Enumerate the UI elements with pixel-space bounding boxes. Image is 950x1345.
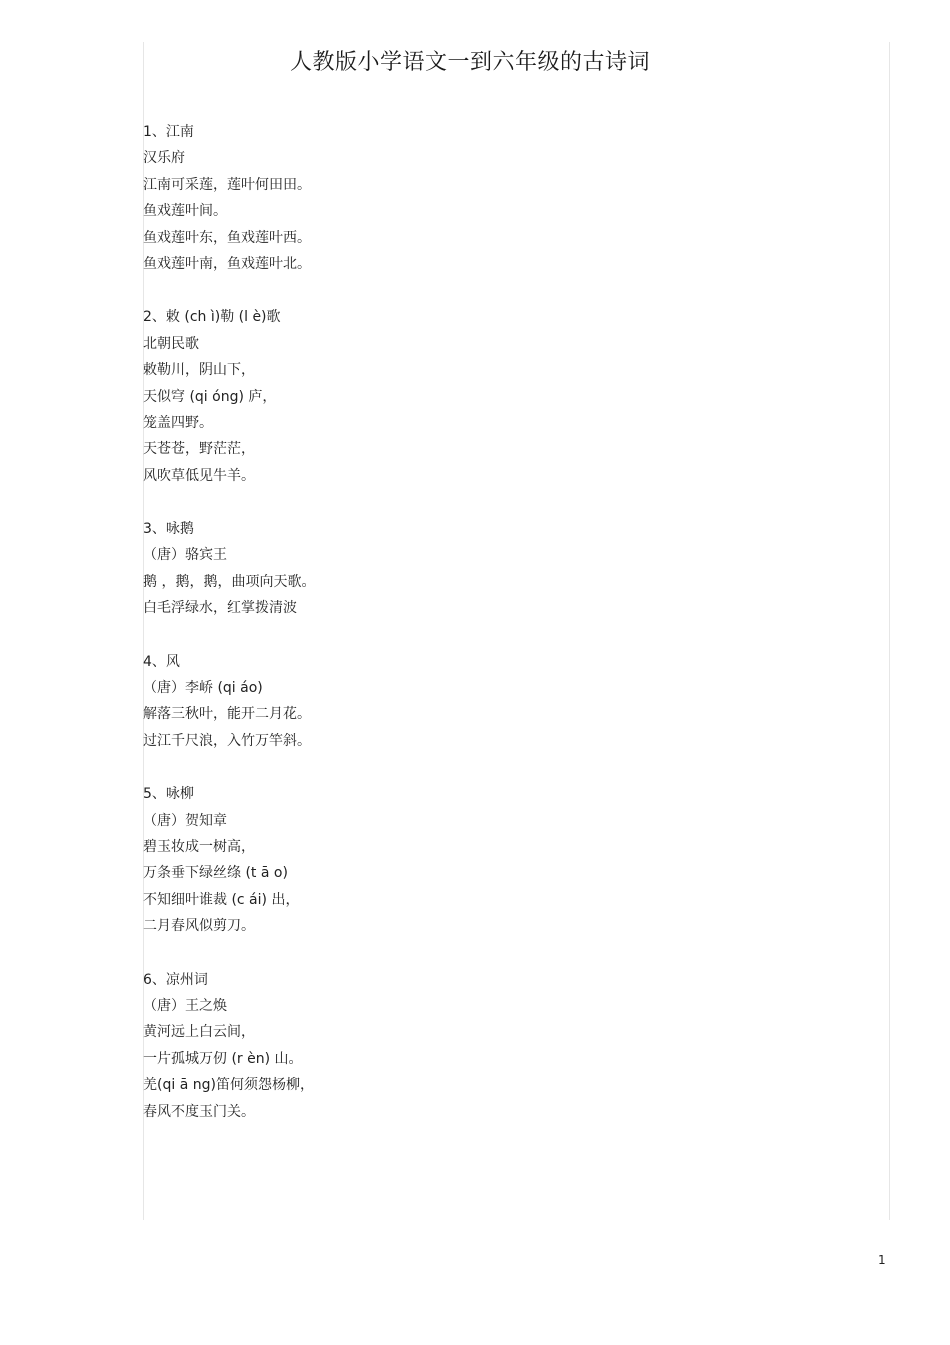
poem-heading: 2、敕 (ch ì)勒 (l è)歌 [143, 309, 281, 326]
poem-heading: 6、凉州词 [143, 971, 208, 988]
poem-line: 鱼戏莲叶南，鱼戏莲叶北。 [143, 255, 311, 272]
page-number: 1 [878, 1253, 886, 1267]
poem-line: 二月春风似剪刀。 [143, 918, 255, 935]
poem-line: 鱼戏莲叶间。 [143, 203, 227, 220]
poem-line: 江南可采莲，莲叶何田田。 [143, 176, 311, 193]
poem-line: 一片孤城万仞 (r èn) 山。 [143, 1050, 303, 1067]
poem-line: 鹅 ，鹅，鹅，曲项向天歌。 [143, 573, 316, 590]
poem-line: 碧玉妆成一树高， [143, 838, 255, 855]
poem-line: 黄河远上白云间， [143, 1024, 255, 1041]
poem-line: 白毛浮绿水，红掌拨清波 [143, 600, 297, 617]
poem-line: 过江千尺浪，入竹万竿斜。 [143, 732, 311, 749]
poem-line: 敕勒川，阴山下， [143, 362, 255, 379]
poem-line: 鱼戏莲叶东，鱼戏莲叶西。 [143, 229, 311, 246]
poem-line: 天似穹 (qi óng) 庐， [143, 388, 277, 405]
poem-line: 羌(qi ā ng)笛何须怨杨柳， [143, 1077, 314, 1094]
poem-heading: 5、咏柳 [143, 786, 194, 803]
document-title: 人教版小学语文一到六年级的古诗词 [289, 50, 650, 75]
poem-6 [143, 967, 843, 1125]
poem-heading: 1、江南 [143, 124, 194, 140]
poem-author: 北朝民歌 [143, 335, 199, 352]
poem-1 [143, 119, 843, 277]
poem-heading: 4、风 [143, 653, 180, 670]
poem-line: 万条垂下绿丝绦 (t ā o) [143, 865, 288, 882]
poem-line: 天苍苍，野茫茫， [143, 441, 255, 458]
poem-author: （唐）李峤 (qi áo) [143, 680, 263, 697]
poem-author: （唐）王之焕 [143, 997, 227, 1014]
poem-3 [143, 516, 843, 622]
poem-author: 汉乐府 [143, 150, 185, 167]
poem-author: （唐）贺知章 [143, 812, 227, 829]
poem-line: 不知细叶谁裁 (c ái) 出， [143, 891, 300, 908]
poem-list [143, 119, 843, 1152]
poem-line: 笼盖四野。 [143, 414, 213, 431]
poem-2 [143, 304, 843, 489]
poem-line: 春风不度玉门关。 [143, 1103, 255, 1120]
poem-5 [143, 781, 843, 939]
poem-4 [143, 649, 843, 755]
poem-heading: 3、咏鹅 [143, 521, 194, 538]
poem-line: 风吹草低见牛羊。 [143, 467, 255, 484]
poem-author: （唐）骆宾王 [143, 547, 227, 564]
poem-line: 解落三秋叶，能开二月花。 [143, 706, 311, 723]
